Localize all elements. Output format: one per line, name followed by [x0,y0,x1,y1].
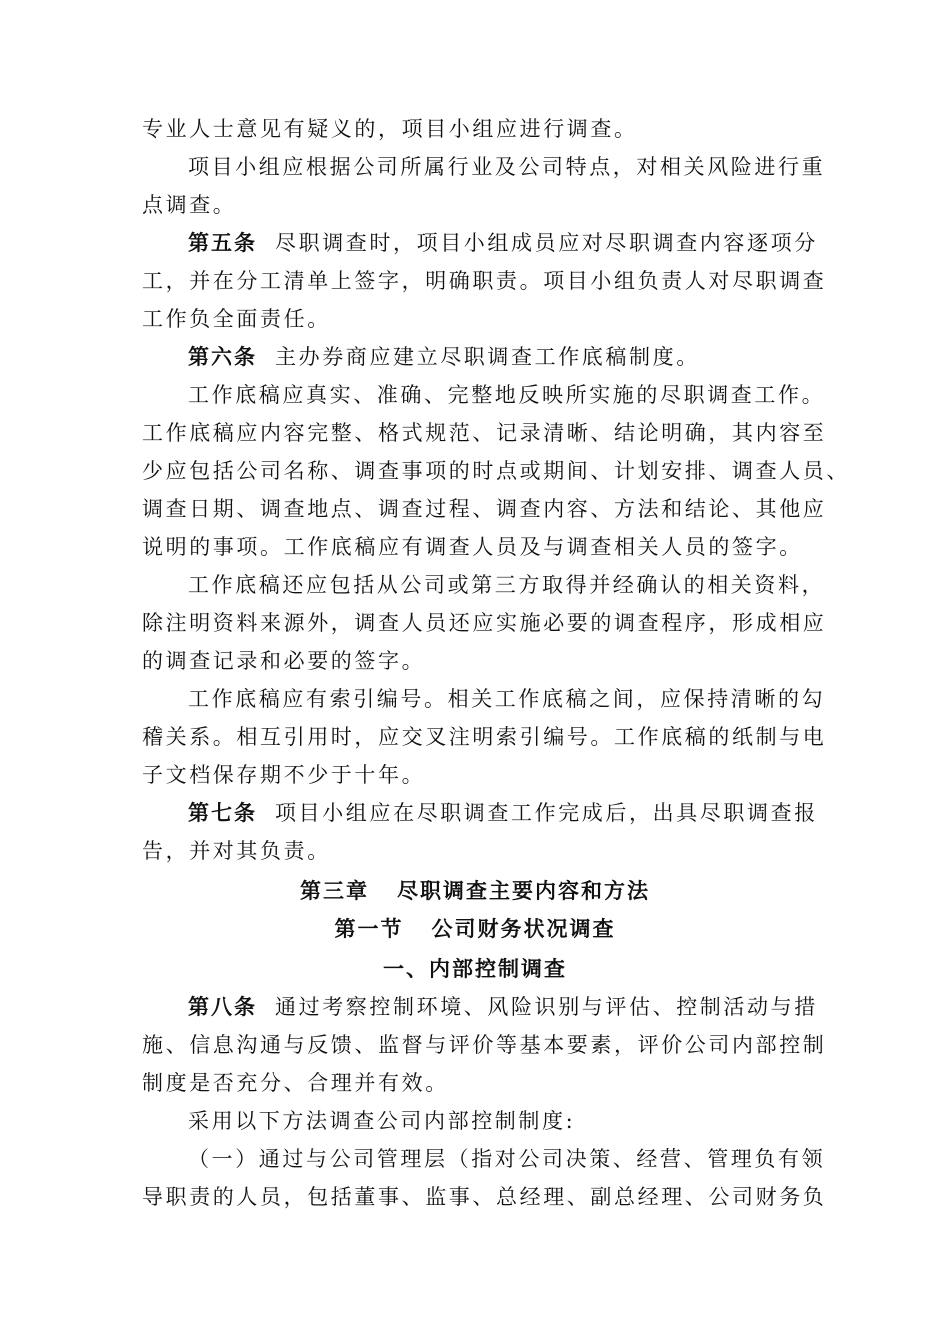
article-line [188,794,828,832]
paragraph-line: 点调查。 [142,193,237,217]
paragraph-line: 的调查记录和必要的签字。 [142,649,426,673]
paragraph-line: 导职责的人员，包括董事、监事、总经理、副总经理、公司财务负 [142,1185,827,1209]
article-line [188,988,828,1026]
paragraph-line: 少应包括公司名称、调查事项的时点或期间、计划安排、调查人员、 [142,459,850,483]
article-line [188,224,828,262]
article-number: 第六条 [188,344,257,369]
paragraph-line: 稽关系。相互引用时，应交叉注明索引编号。工作底稿的纸制与电 [142,725,827,749]
paragraph-line: 施、信息沟通与反馈、监督与评价等基本要素，评价公司内部控制 [142,1033,827,1057]
article-line [188,338,828,376]
paragraph-line: 专业人士意见有疑义的，项目小组应进行调查。 [142,117,638,141]
paragraph-line: 子文档保存期不少于十年。 [142,763,426,787]
paragraph-line: 项目小组应根据公司所属行业及公司特点，对相关风险进行重 [188,155,826,179]
paragraph-line: 告，并对其负责。 [142,839,331,863]
paragraph-line: 工，并在分工清单上签字，明确职责。项目小组负责人对尽职调查 [142,269,827,293]
paragraph-line: 工作底稿应内容完整、格式规范、记录清晰、结论明确，其内容至 [142,421,827,445]
article-number: 第五条 [188,230,257,255]
subsection-heading: 一、内部控制调查 [383,956,567,981]
paragraph-text: 项目小组应在尽职调查工作完成后，出具尽职调查报 [275,801,818,825]
chapter-heading: 第三章 尽职调查主要内容和方法 [300,878,650,903]
paragraph-line: 调查日期、调查地点、调查过程、调查内容、方法和结论、其他应 [142,497,827,521]
paragraph-line: 工作底稿还应包括从公司或第三方取得并经确认的相关资料， [188,573,826,597]
paragraph-line: 工作底稿应有索引编号。相关工作底稿之间，应保持清晰的勾 [188,687,826,711]
paragraph-text: 通过考察控制环境、风险识别与评估、控制活动与措 [275,995,818,1019]
paragraph-line: 除注明资料来源外，调查人员还应实施必要的调查程序，形成相应 [142,611,827,635]
paragraph-line: 工作负全面责任。 [142,307,331,331]
paragraph-line: 工作底稿应真实、准确、完整地反映所实施的尽职调查工作。 [188,383,826,407]
paragraph-line: 采用以下方法调查公司内部控制制度: [188,1109,576,1133]
paragraph-text: 尽职调查时，项目小组成员应对尽职调查内容逐项分 [275,231,818,255]
paragraph-line: （一）通过与公司管理层（指对公司决策、经营、管理负有领 [188,1147,826,1171]
section-heading: 第一节 公司财务状况调查 [334,916,616,941]
article-number: 第八条 [188,994,257,1019]
paragraph-line: 说明的事项。工作底稿应有调查人员及与调查相关人员的签字。 [142,535,803,559]
paragraph-text: 主办券商应建立尽职调查工作底稿制度。 [275,345,700,369]
article-number: 第七条 [188,800,257,825]
paragraph-line: 制度是否充分、合理并有效。 [142,1071,449,1095]
